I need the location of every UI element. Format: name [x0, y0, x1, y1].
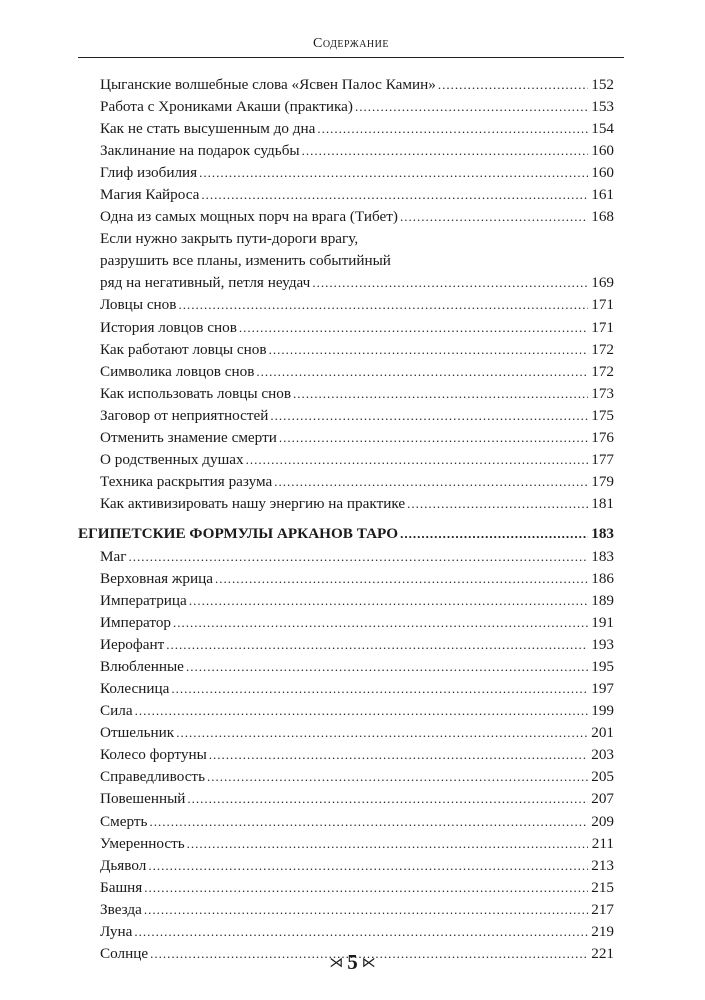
- toc-entry-title: Техника раскрытия разума: [100, 472, 273, 490]
- toc-entry-page: 179: [591, 472, 614, 490]
- running-head: Содержание: [313, 36, 389, 51]
- toc-entry-page: 217: [591, 900, 614, 918]
- dot-leader: [199, 162, 588, 184]
- toc-entry-page: 172: [591, 340, 614, 358]
- dot-leader: [215, 568, 588, 590]
- dot-leader: [187, 788, 588, 810]
- toc-entry-page: 189: [591, 592, 614, 610]
- toc-entry-title: Как активизировать нашу энергию на практике: [100, 494, 406, 512]
- toc-entry[interactable]: [78, 140, 614, 162]
- toc-entry-page: 186: [591, 569, 614, 587]
- toc-entry[interactable]: [78, 317, 614, 339]
- toc-entry[interactable]: [78, 546, 614, 568]
- toc-entry-page: 191: [591, 614, 614, 632]
- toc-entry-title: Как работают ловцы снов: [100, 340, 267, 358]
- dot-leader: [186, 656, 588, 678]
- ornament-left-icon: ⋊: [329, 956, 344, 971]
- toc-entry-title: Повешенный: [100, 790, 186, 808]
- toc-section-heading[interactable]: [78, 521, 614, 546]
- toc-entry[interactable]: [78, 921, 614, 943]
- dot-leader: [178, 294, 588, 316]
- toc-entry-title: Иерофант: [100, 636, 165, 654]
- page-number-footer: [0, 950, 705, 975]
- toc-entry-page: 152: [591, 76, 614, 93]
- toc-entry[interactable]: [78, 294, 614, 316]
- toc-entry-page: 160: [591, 142, 614, 160]
- toc-entry-title: Работа с Хрониками Акаши (практика): [100, 98, 353, 116]
- toc-entry-page: 171: [591, 318, 614, 336]
- ornament-right-icon: ⋉: [361, 956, 376, 971]
- toc-entry-title: Верховная жрица: [100, 569, 213, 587]
- toc-entry-title: Магия Кайроса: [100, 186, 200, 204]
- dot-leader: [149, 811, 588, 833]
- toc-entry[interactable]: [78, 361, 614, 383]
- toc-entry-title: Умеренность: [100, 834, 185, 852]
- dot-leader: [134, 921, 588, 943]
- toc-entry[interactable]: [78, 206, 614, 228]
- toc-entry-page: 203: [591, 746, 614, 764]
- toc-entry-title: Император: [100, 614, 172, 632]
- toc-entry[interactable]: [78, 162, 614, 184]
- toc-entry-title: Отменить знамение смерти: [100, 428, 277, 446]
- dot-leader: [274, 471, 588, 493]
- toc-entry[interactable]: [78, 493, 614, 515]
- toc-entry-title: Маг: [100, 547, 127, 565]
- toc-entry-line: разрушить все планы, изменить событийный: [100, 252, 391, 270]
- toc-entry-title: Как не стать высушенным до дна: [100, 120, 316, 138]
- dot-leader: [189, 590, 588, 612]
- toc-entry[interactable]: [78, 96, 614, 118]
- toc-entry-title: Цыганские волшебные слова «Ясвен Палос Камин»: [100, 76, 436, 93]
- toc-entry-page: 193: [591, 636, 614, 654]
- toc-entry-title: Отшельник: [100, 724, 175, 742]
- toc-entry-last-line: [78, 272, 614, 294]
- toc-entry-title: Справедливость: [100, 768, 205, 786]
- toc-entry[interactable]: [78, 405, 614, 427]
- toc-entry-page: 201: [591, 724, 614, 742]
- toc-entry-title: История ловцов снов: [100, 318, 237, 336]
- toc-entry-page: 168: [591, 208, 614, 226]
- toc-entry-title: Звезда: [100, 900, 142, 918]
- toc-entry-page: 176: [591, 428, 614, 446]
- dot-leader: [176, 722, 588, 744]
- toc-entry-page: 219: [591, 922, 614, 940]
- toc-entry-title: Луна: [100, 922, 133, 940]
- toc-entry-page: 153: [591, 98, 614, 116]
- toc-list-top: [78, 74, 614, 228]
- toc-entry[interactable]: [78, 656, 614, 678]
- toc-entry-page: 209: [591, 812, 614, 830]
- toc-entry-title: Заговор от неприятностей: [100, 406, 269, 424]
- dot-leader: [187, 833, 588, 855]
- toc-entry[interactable]: [78, 788, 614, 810]
- toc-entry-title: Колесо фортуны: [100, 746, 207, 764]
- toc-entry[interactable]: [78, 678, 614, 700]
- toc-entry-page: 207: [591, 790, 614, 808]
- toc-entry-title: Глиф изобилия: [100, 164, 198, 182]
- dot-leader: [302, 140, 588, 162]
- dot-leader: [400, 521, 588, 546]
- toc-entry-page: 175: [591, 406, 614, 424]
- toc-entry-title: Как использовать ловцы снов: [100, 384, 292, 402]
- toc-entry-page: 199: [591, 702, 614, 720]
- dot-leader: [246, 449, 588, 471]
- toc-entry-page: 197: [591, 680, 614, 698]
- toc-list-mid: [78, 294, 614, 514]
- toc-entry-page: 171: [591, 296, 614, 314]
- dot-leader: [201, 184, 588, 206]
- toc-entry[interactable]: [78, 427, 614, 449]
- toc-entry[interactable]: [78, 744, 614, 766]
- dot-leader: [407, 493, 588, 515]
- dot-leader: [256, 361, 588, 383]
- toc-entry-title: Одна из самых мощных порч на врага (Тибет): [100, 208, 398, 226]
- toc-entry[interactable]: [78, 568, 614, 590]
- toc-entry-page: 169: [591, 274, 614, 292]
- dot-leader: [144, 899, 588, 921]
- dot-leader: [293, 383, 588, 405]
- dot-leader: [166, 634, 588, 656]
- toc-entry[interactable]: [78, 899, 614, 921]
- toc-entry[interactable]: [78, 471, 614, 493]
- toc-entry[interactable]: [78, 449, 614, 471]
- dot-leader: [239, 317, 588, 339]
- toc-entry-title: Заклинание на подарок судьбы: [100, 142, 300, 160]
- toc-entry-multiline[interactable]: [78, 228, 614, 294]
- toc-entry[interactable]: [78, 877, 614, 899]
- toc-entry-page: 154: [591, 120, 614, 138]
- toc-entry-page: 213: [591, 856, 614, 874]
- toc-entry-title: Солнце: [100, 944, 149, 962]
- toc-entry-title: Ловцы снов: [100, 296, 177, 314]
- toc-entry[interactable]: [78, 811, 614, 833]
- toc-entry-title: Колесница: [100, 680, 170, 698]
- dot-leader: [279, 427, 588, 449]
- dot-leader: [135, 700, 588, 722]
- toc-entry-page: 160: [591, 164, 614, 182]
- toc-entry[interactable]: [78, 184, 614, 206]
- dot-leader: [269, 339, 588, 361]
- toc-entry-page: 195: [591, 658, 614, 676]
- toc-entry-page: 177: [591, 450, 614, 468]
- dot-leader: [173, 612, 588, 634]
- dot-leader: [171, 678, 588, 700]
- toc-entry[interactable]: [78, 833, 614, 855]
- toc-entry-title: Дьявол: [100, 856, 147, 874]
- toc-entry[interactable]: [78, 634, 614, 656]
- dot-leader: [148, 855, 588, 877]
- toc-entry-title: Символика ловцов снов: [100, 362, 255, 380]
- dot-leader: [312, 272, 588, 294]
- toc-entry-page: 173: [591, 384, 614, 402]
- toc-entry[interactable]: [78, 590, 614, 612]
- toc-entry-title: Смерть: [100, 812, 148, 830]
- toc-entry-title: О родственных душах: [100, 450, 244, 468]
- dot-leader: [317, 118, 588, 140]
- toc-entry[interactable]: [78, 118, 614, 140]
- toc-entry-page: 183: [591, 547, 614, 565]
- dot-leader: [128, 546, 588, 568]
- dot-leader: [144, 877, 588, 899]
- toc-entry[interactable]: [78, 74, 614, 96]
- header-rule: [78, 57, 624, 58]
- toc-entry[interactable]: [78, 766, 614, 788]
- toc-entry-page: 205: [591, 768, 614, 786]
- toc-entry-title: Башня: [100, 878, 143, 896]
- toc-entry-page: 215: [591, 878, 614, 896]
- dot-leader: [209, 744, 588, 766]
- toc-entry-page: 211: [591, 834, 614, 852]
- toc-entry-page: 172: [591, 362, 614, 380]
- toc-entry[interactable]: [78, 383, 614, 405]
- toc-entry-page: 221: [591, 944, 614, 962]
- section-page: 183: [591, 524, 614, 542]
- toc-entry[interactable]: [78, 612, 614, 634]
- toc-entry-title: ряд на негативный, петля неудач: [100, 274, 311, 292]
- toc-entry[interactable]: [78, 339, 614, 361]
- dot-leader: [207, 766, 588, 788]
- page-number: 5: [347, 950, 358, 974]
- toc-entry-title: Сила: [100, 702, 133, 720]
- dot-leader: [438, 74, 588, 96]
- toc-entry-line: Если нужно закрыть пути-дороги врагу,: [100, 230, 359, 248]
- toc-entry[interactable]: [78, 722, 614, 744]
- toc-entry-title: Императрица: [100, 592, 187, 610]
- dot-leader: [400, 206, 588, 228]
- toc-entry-title: Влюбленные: [100, 658, 184, 676]
- toc-list-tarot: [78, 546, 614, 965]
- dot-leader: [355, 96, 588, 118]
- toc-entry-page: 161: [591, 186, 614, 204]
- toc-entry[interactable]: [78, 700, 614, 722]
- table-of-contents: [78, 74, 614, 965]
- dot-leader: [270, 405, 588, 427]
- toc-entry[interactable]: [78, 855, 614, 877]
- toc-entry-page: 181: [591, 494, 614, 512]
- section-title: ЕГИПЕТСКИЕ ФОРМУЛЫ АРКАНОВ ТАРО: [78, 524, 399, 542]
